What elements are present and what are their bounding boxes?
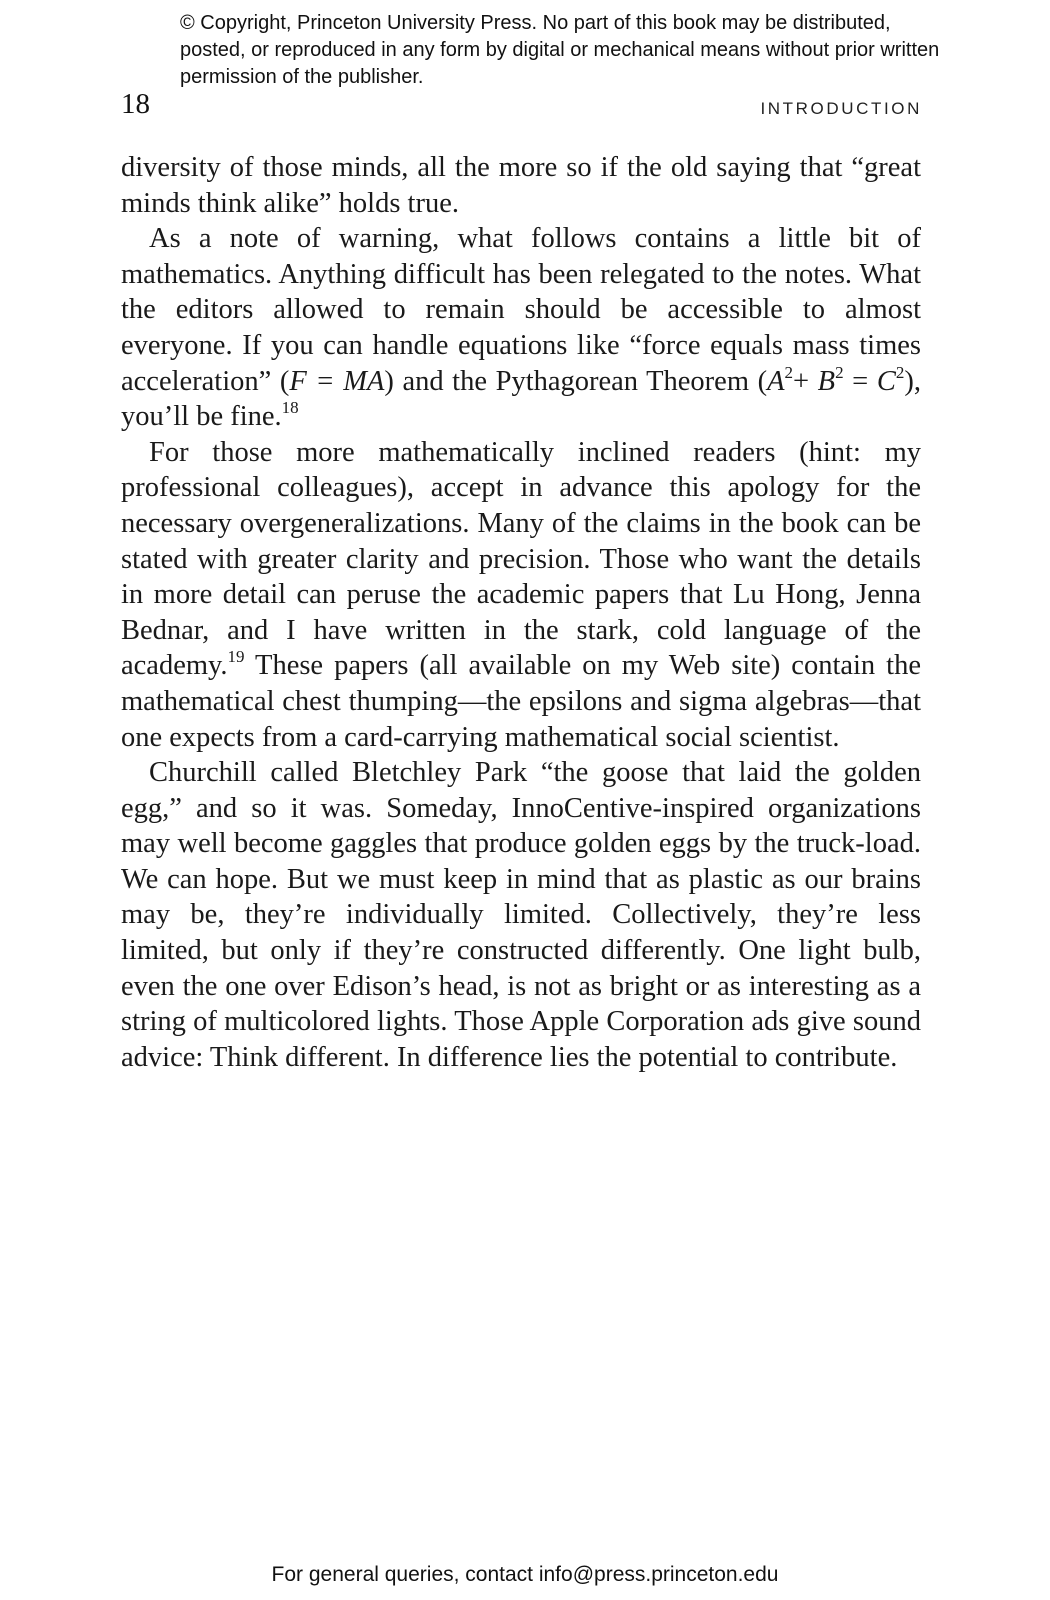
- equation-a: A: [767, 365, 785, 397]
- paragraph-2-text-a: As a note of warning, what follows contains a little bit of mathematics. Anything difficult has been relegated to the notes. What the editors allowed to remain should be accessible to almost everyone. If you can handle equations like “force equals mass times acceleration” (: [121, 223, 921, 397]
- footnote-ref-18[interactable]: 18: [281, 398, 299, 418]
- paragraph-3-text-a: For those more mathematically inclined readers (hint: my professional colleagues), accept in advance this apology for the necessary overgeneralizations. Many of the claims in the book can be stated with greater clarity and precision. Those who want the details in more detail can peruse the academic papers that Lu Hong, Jenna Bednar, and I have written in the stark, cold language of the academy.: [121, 436, 921, 682]
- paragraph-1: diversity of those minds, all the more so if the old saying that “great minds think alike” holds true.: [121, 152, 921, 219]
- paragraph-4: Churchill called Bletchley Park “the goose that laid the golden egg,” and so it was. Someday, InnoCentive-inspired organizations may well become gaggles that produce golden eggs by the truck-load. We can hope. But we must keep in mind that as plastic as our brains may be, they’re individually limited. Collectively, they’re less limited, but only if they’re constructed differently. One light bulb, even the one over Edison’s head, is not as bright or as interesting as a string of multicolored lights. Those Apple Corporation ads give sound advice: Think different. In difference lies the potential to contribute.: [121, 757, 921, 1073]
- copyright-notice: © Copyright, Princeton University Press. No part of this book may be distributed, posted, or reproduced in any form by digital or mechanical means without prior written permission of the publisher.: [180, 12, 940, 88]
- equation-c: C: [876, 365, 896, 397]
- paragraph-2-text-c: ), you’ll be fine.: [121, 365, 921, 433]
- paragraph-2: [121, 221, 921, 435]
- equation-b-exponent: 2: [835, 362, 844, 382]
- page-number: 18: [121, 88, 150, 120]
- equation-equals: =: [843, 365, 877, 397]
- equation-force: F = MA: [289, 365, 385, 397]
- paragraph-3: [121, 435, 921, 755]
- paragraph-3-text-b: These papers (all available on my Web site) contain the mathematical chest thumping—the epsilons and sigma algebras—that one expects from a card-carrying mathematical social scientist.: [121, 650, 921, 753]
- equation-plus: +: [793, 365, 818, 397]
- equation-b: B: [817, 365, 836, 397]
- equation-a-exponent: 2: [784, 362, 793, 382]
- paragraph-2-text-b: ) and the Pythagorean Theorem (: [384, 365, 768, 397]
- footnote-ref-19[interactable]: 19: [227, 647, 245, 667]
- running-head: INTRODUCTION: [760, 99, 922, 118]
- page-body: [121, 150, 921, 1075]
- footer-contact: For general queries, contact info@press.princeton.edu: [271, 1563, 779, 1586]
- equation-c-exponent: 2: [895, 362, 905, 382]
